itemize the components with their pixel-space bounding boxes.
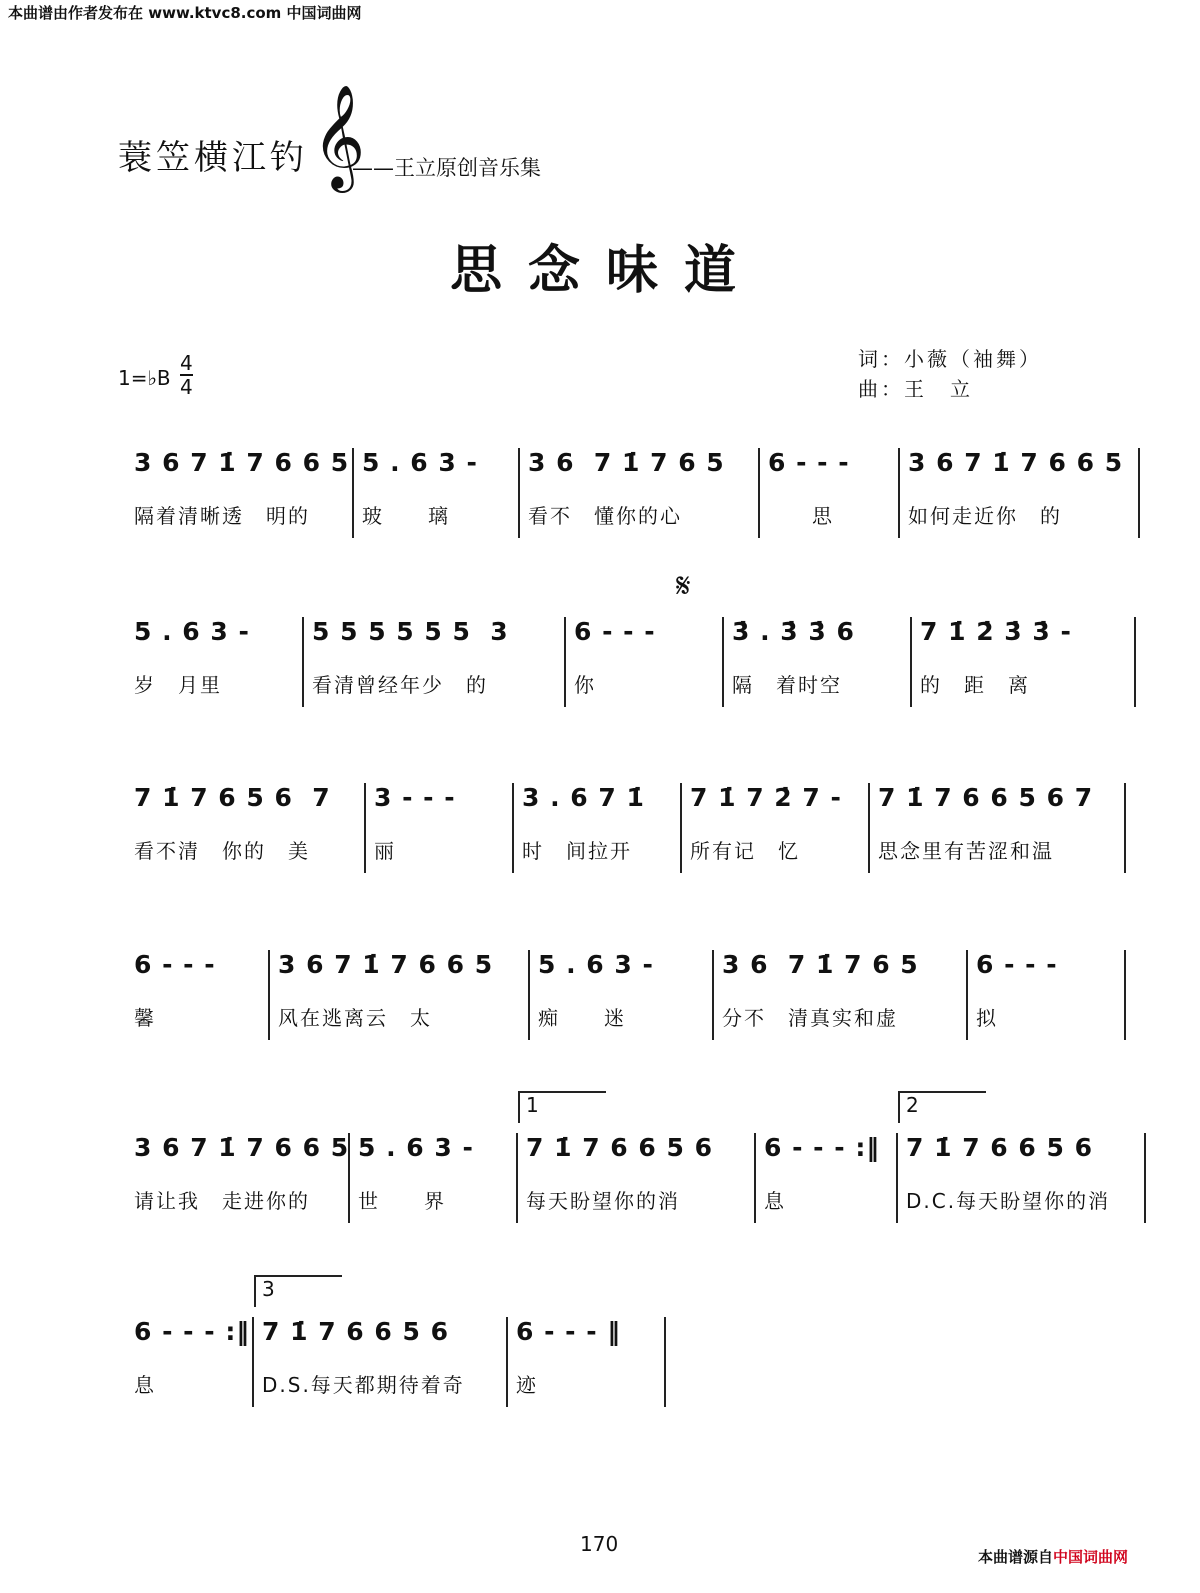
lyrics: 看清曾经年少 的 [312,673,488,697]
lyrics: 丽 [374,839,396,863]
lyrics: 息 [134,1373,156,1397]
key-signature: 1=♭B [118,366,171,390]
measure [756,1133,898,1223]
lyrics: 你 [574,673,596,697]
lyrics: D.S.每天都期待着奇 [262,1373,465,1397]
segno-icon: 𝄋 [676,566,691,606]
collection-subtitle: ——王立原创音乐集 [352,156,541,180]
measure [682,783,870,873]
series-title: 蓑笠横江钓 [118,138,308,178]
lyricist: 词：小薇（袖舞） [858,347,1042,371]
notes: 3 6 7 1̇ 7 6 6 5 [908,448,1124,477]
footer-source [978,1546,1128,1567]
measure [566,617,724,707]
lyrics: 思 [768,504,834,528]
measure [530,950,714,1040]
staff-line [126,617,1136,707]
measure [350,1133,518,1223]
treble-clef-icon: 𝄞 [312,84,366,189]
notes: 7 1̇ 7 6 6 5 6 [262,1317,449,1346]
notes: 7 1̇ 2̇ 3̇ 3̇ - [920,617,1072,646]
time-signature [180,352,193,398]
measure [254,1277,508,1407]
composer: 曲：王 立 [858,377,973,401]
measure [354,448,520,538]
footer-prefix: 本曲谱源自 [978,1548,1054,1566]
lyrics: 思念里有苦涩和温 [878,839,1054,863]
measure [714,950,968,1040]
notes: 5 . 6 3 - [362,448,478,477]
measure [270,950,530,1040]
notes: 5 . 6 3 - [538,950,654,979]
notes: 6 - - - ‖ [516,1317,621,1346]
lyrics: 看不清 你的 美 [134,839,310,863]
lyrics: 痴 迷 [538,1006,626,1030]
notes: 3 6 7 1̇ 7 6 6 5 [134,1133,350,1162]
notes: 6 - - - [976,950,1058,979]
lyrics: 迹 [516,1373,538,1397]
page-number: 170 [580,1532,619,1556]
measure [898,1093,1146,1223]
lyrics: 时 间拉开 [522,839,632,863]
measure [968,950,1126,1040]
notes: 7 1̇ 7 6 5 6 7 [134,783,331,812]
measure [126,617,304,707]
measure [724,617,912,707]
lyrics: 如何走近你 的 [908,504,1062,528]
notes: 3 - - - [374,783,456,812]
measure [126,448,354,538]
measure [126,1133,350,1223]
credits [858,344,1042,404]
measure [366,783,514,873]
notes: 7 1̇ 7 2̇ 7 - [690,783,842,812]
notes: 6 - - - :‖ [134,1317,250,1346]
notes: 7 1̇ 7 6 6 5 6 7 [878,783,1094,812]
notes: 3 . 6 7 1̇ [522,783,645,812]
notes: 6 - - - [574,617,656,646]
footer-site: 中国词曲网 [1053,1548,1129,1566]
staff-line [126,1093,1146,1223]
notes: 7 1̇ 7 6 6 5 6 [526,1133,713,1162]
notes: 3 6 7 1̇ 7 6 6 5 [278,950,494,979]
notes: 5 . 6 3 - [358,1133,474,1162]
measure [900,448,1140,538]
lyrics: 分不 清真实和虚 [722,1006,898,1030]
measure [514,783,682,873]
notes: 3 6 7 1̇ 7 6 5 [528,448,725,477]
measure [870,783,1126,873]
lyrics: 岁 月里 [134,673,222,697]
lyrics: 风在逃离云 太 [278,1006,432,1030]
staff-line [126,783,1126,873]
notes: 3̇ . 3̇ 3̇ 6 [732,617,855,646]
measure [508,1317,666,1407]
lyrics: 玻 璃 [362,504,450,528]
lyrics: 馨 [134,1006,156,1030]
lyrics: 的 距 离 [920,673,1030,697]
notes: 7 1̇ 7 6 6 5 6 [906,1133,1093,1162]
lyrics: D.C.每天盼望你的消 [906,1189,1111,1213]
lyrics: 拟 [976,1006,998,1030]
lyrics: 隔 着时空 [732,673,842,697]
lyrics: 每天盼望你的消 [526,1189,680,1213]
lyrics: 请让我 走进你的 [134,1189,310,1213]
source-header: 本曲谱由作者发布在 www.ktvc8.com 中国词曲网 [8,4,362,22]
lyrics: 隔着清晰透 明的 [134,504,310,528]
lyrics: 所有记 忆 [690,839,800,863]
volta-bracket: 3 [254,1275,342,1307]
staff-line [126,448,1140,538]
measure [520,448,760,538]
measure [304,617,566,707]
lyrics: 息 [764,1189,786,1213]
measure [912,617,1136,707]
measure [518,1093,756,1223]
notes: 3 6 7 1̇ 7 6 5 [722,950,919,979]
staff-line [126,1277,666,1407]
measure [126,1317,254,1407]
notes: 6 - - - :‖ [764,1133,880,1162]
measure [126,783,366,873]
lyrics: 世 界 [358,1189,446,1213]
notes: 5 . 6 3 - [134,617,250,646]
notes: 5 5 5 5 5 5 3 [312,617,509,646]
time-bottom: 4 [180,375,193,399]
notes: 6 - - - [134,950,216,979]
volta-bracket: 2 [898,1091,986,1123]
measure [126,950,270,1040]
measure [760,448,900,538]
notes: 3 6 7 1̇ 7 6 6 5 [134,448,350,477]
song-title: 思念味道 [450,240,763,301]
notes: 6 - - - [768,448,850,477]
staff-line [126,950,1126,1040]
lyrics: 看不 懂你的心 [528,504,682,528]
volta-bracket: 1 [518,1091,606,1123]
time-top: 4 [180,351,193,375]
